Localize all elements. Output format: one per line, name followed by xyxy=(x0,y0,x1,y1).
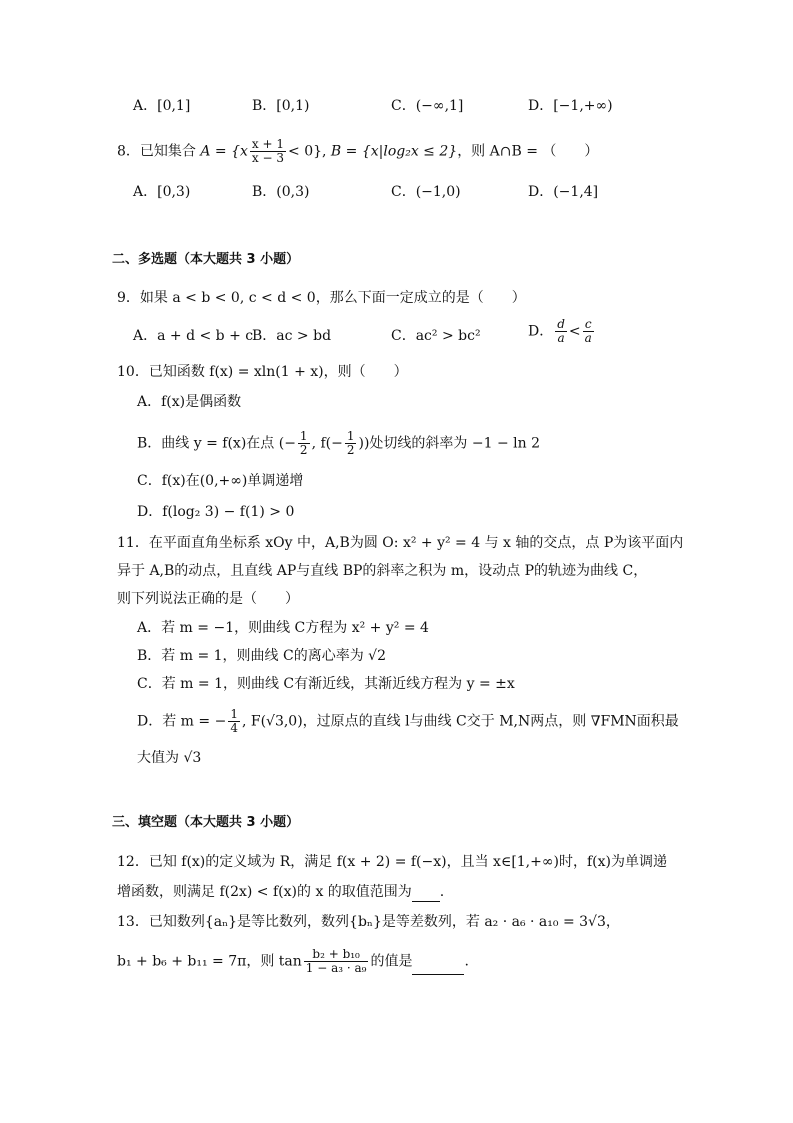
q13-fraction-denominator: 1 − a₃ · a₉ xyxy=(305,961,367,975)
q10-option-c: C．f(x)在(0,+∞)单调递增 xyxy=(137,473,304,489)
q13-fraction xyxy=(304,948,369,975)
q13-answer-blank[interactable] xyxy=(412,960,464,975)
q10-b-middle: , f(− xyxy=(311,435,343,452)
q10-option-b xyxy=(137,430,540,457)
q13-line-2-prefix: b₁ + b₆ + b₁₁ = 7π，则 tan xyxy=(117,953,302,970)
question-11-line-2: 异于 A,B的动点，且直线 AP与直线 BP的斜率之积为 m，设动点 P的轨迹为曲线 C， xyxy=(117,563,648,579)
q9-d-numerator-2: c xyxy=(583,318,594,332)
q7-option-d: D．[−1,+∞) xyxy=(528,98,613,114)
question-13-line-2 xyxy=(117,948,469,975)
q11-option-b: B．若 m = 1，则曲线 C的离心率为 √2 xyxy=(137,648,386,664)
q10-option-a: A．f(x)是偶函数 xyxy=(137,394,242,410)
q8-option-d: D．(−1,4] xyxy=(528,184,599,200)
q8-suffix: ，则 A∩B = （ ） xyxy=(457,143,599,160)
q12-line-2-end: . xyxy=(439,884,445,900)
q10-b-prefix: B．曲线 y = f(x)在点 (− xyxy=(137,435,296,452)
q9-d-fraction-1 xyxy=(555,318,567,345)
q10-b-numerator-1: 1 xyxy=(299,429,308,443)
q10-option-d: D．f(log₂ 3) − f(1) > 0 xyxy=(137,504,295,520)
q10-b-suffix: ))处切线的斜率为 −1 − ln 2 xyxy=(358,435,540,452)
q11-d-suffix: , F(√3,0)，过原点的直线 l与曲线 C交于 M,N两点，则 ∇FMN面积最 xyxy=(241,713,679,730)
q9-d-less-than: < xyxy=(568,323,581,340)
q8-option-b: B．(0,3) xyxy=(252,184,310,200)
q8-option-c: C．(−1,0) xyxy=(391,184,461,200)
q10-b-fraction-2 xyxy=(345,430,357,457)
q8-setA-denominator: x − 3 xyxy=(251,151,285,165)
q10-b-denominator-2: 2 xyxy=(346,443,355,457)
section-2-title: 二、多选题（本大题共 3 小题） xyxy=(112,252,300,267)
q13-line-2-suffix: 的值是 xyxy=(370,953,413,970)
q11-d-denominator: 4 xyxy=(230,721,238,735)
q12-answer-blank[interactable] xyxy=(412,887,440,902)
q11-option-d xyxy=(137,708,679,735)
q9-d-fraction-2 xyxy=(583,318,594,345)
q8-setA-right: < 0}, xyxy=(288,143,327,160)
q7-option-c: C．(−∞,1] xyxy=(391,98,464,114)
q9-option-a: A．a + d < b + c xyxy=(133,328,254,344)
q8-setB: B = {x|log₂x ≤ 2} xyxy=(330,143,458,160)
question-8-stem xyxy=(117,138,598,165)
q8-setA-fraction xyxy=(250,138,286,165)
q9-option-d xyxy=(528,318,596,345)
q9-d-prefix: D． xyxy=(528,323,554,340)
q10-b-fraction-1 xyxy=(298,430,310,457)
q11-option-a: A．若 m = −1，则曲线 C方程为 x² + y² = 4 xyxy=(137,620,429,636)
q11-d-prefix: D．若 m = − xyxy=(137,713,227,730)
q9-d-denominator-1: a xyxy=(557,331,565,345)
question-12-line-1: 12．已知 f(x)的定义域为 R，满足 f(x + 2) = f(−x)，且当 x∈[1,+∞)时，f(x)为单调递 xyxy=(117,854,667,870)
question-11-line-3: 则下列说法正确的是（ ） xyxy=(117,591,299,607)
q11-option-c: C．若 m = 1，则曲线 C有渐近线，其渐近线方程为 y = ±x xyxy=(137,676,515,692)
q11-d-fraction xyxy=(228,708,240,735)
question-12-line-2 xyxy=(117,882,444,902)
q10-b-numerator-2: 1 xyxy=(346,429,355,443)
q7-option-b: B．[0,1) xyxy=(252,98,310,114)
q11-d-numerator: 1 xyxy=(230,707,238,721)
q9-option-c: C．ac² > bc² xyxy=(391,328,481,344)
q11-option-d-line-2: 大值为 √3 xyxy=(137,750,202,766)
q9-d-numerator-1: d xyxy=(557,317,565,331)
q9-d-denominator-2: a xyxy=(584,331,592,345)
q8-option-a: A．[0,3) xyxy=(133,184,191,200)
section-3-title: 三、填空题（本大题共 3 小题） xyxy=(112,815,300,830)
q8-prefix: 8．已知集合 xyxy=(117,143,196,160)
q12-line-2-text: 增函数，则满足 f(2x) < f(x)的 x 的取值范围为 xyxy=(117,884,412,900)
q9-option-b: B．ac > bd xyxy=(252,328,332,344)
question-9-stem: 9．如果 a < b < 0, c < d < 0，那么下面一定成立的是（ ） xyxy=(117,290,526,306)
question-11-line-1: 11．在平面直角坐标系 xOy 中，A,B为圆 O: x² + y² = 4 与 x 轴的交点，点 P为该平面内 xyxy=(117,535,684,551)
q13-line-2-end: . xyxy=(464,953,469,970)
q10-b-denominator-1: 2 xyxy=(299,443,308,457)
q8-setA-numerator: x + 1 xyxy=(251,137,285,151)
q13-fraction-numerator: b₂ + b₁₀ xyxy=(304,948,369,962)
question-10-stem: 10．已知函数 f(x) = xln(1 + x)，则（ ） xyxy=(117,364,408,380)
q8-setA-left: A = {x xyxy=(200,143,248,160)
q7-option-a: A．[0,1] xyxy=(133,98,191,114)
question-13-line-1: 13．已知数列{aₙ}是等比数列，数列{bₙ}是等差数列，若 a₂ · a₆ · a₁₀ = 3√3， xyxy=(117,914,620,930)
